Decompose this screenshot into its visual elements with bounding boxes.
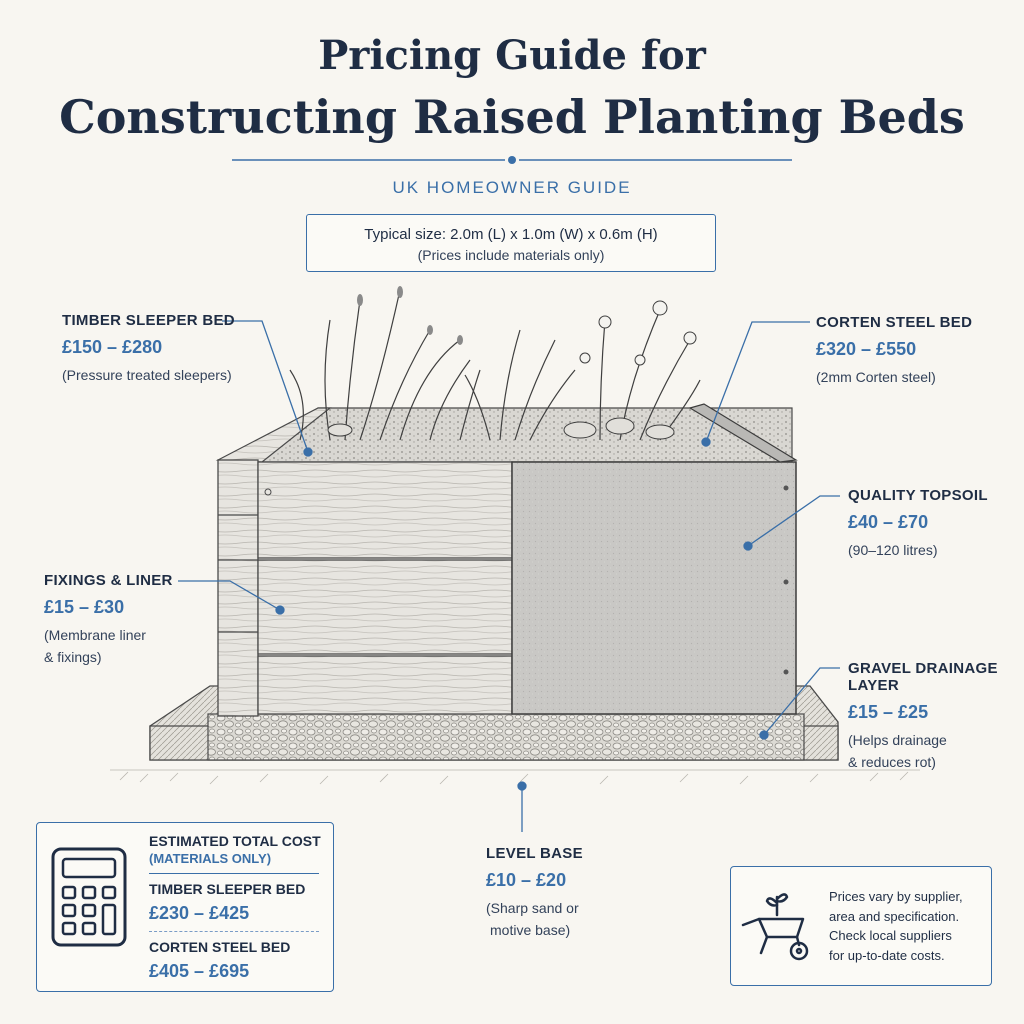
label-note-line: (Helps drainage (848, 732, 947, 748)
label-note: (90–120 litres) (848, 542, 938, 558)
typical-size-box (306, 214, 716, 272)
label-level-base (486, 845, 583, 941)
label-note (848, 729, 1024, 773)
note-line: Check local suppliers (829, 928, 952, 943)
divider (149, 873, 319, 874)
label-price: £15 – £30 (44, 597, 125, 617)
divider (149, 931, 319, 932)
label-name: LEVEL BASE (486, 845, 583, 862)
title-line-2: Constructing Raised Planting Beds (59, 90, 965, 144)
subtitle: UK HOMEOWNER GUIDE (392, 178, 632, 197)
cost-row-price: £405 – £695 (149, 961, 250, 981)
typical-size-text: Typical size: 2.0m (L) x 1.0m (W) x 0.6m (H) (364, 226, 658, 243)
cost-row-name: CORTEN STEEL BED (149, 939, 291, 955)
note-line: Prices vary by supplier, (829, 889, 963, 904)
estimated-total-cost-box (36, 822, 334, 992)
label-quality-topsoil (848, 487, 988, 561)
label-fixings-liner (44, 572, 173, 668)
label-note-line: & reduces rot) (848, 754, 936, 770)
note-line: for up-to-date costs. (829, 947, 945, 963)
label-note-line: (Membrane liner (44, 627, 146, 643)
label-note: (Pressure treated sleepers) (62, 367, 232, 383)
cost-heading: ESTIMATED TOTAL COST (149, 833, 321, 849)
label-price: £15 – £25 (848, 702, 929, 722)
label-gravel-drainage-layer (848, 660, 1024, 773)
label-name: CORTEN STEEL BED (816, 314, 973, 331)
label-name: GRAVEL DRAINAGE LAYER (848, 660, 998, 694)
label-note-line: & fixings) (44, 649, 102, 665)
cost-subheading: (MATERIALS ONLY) (149, 851, 272, 866)
note-line: area and specification. (829, 908, 960, 924)
label-note: (2mm Corten steel) (816, 369, 936, 385)
calculator-icon (51, 847, 127, 947)
label-name: TIMBER SLEEPER BED (62, 312, 235, 329)
label-note-line: (Sharp sand or (486, 900, 579, 916)
wheelbarrow-icon (741, 885, 813, 965)
label-price: £150 – £280 (62, 337, 163, 357)
label-price: £40 – £70 (848, 512, 929, 532)
label-note (44, 624, 173, 668)
title-line-1: Pricing Guide for (318, 32, 706, 79)
cost-row-name: TIMBER SLEEPER BED (149, 881, 306, 897)
supplier-note-box (730, 866, 992, 986)
supplier-note-text (829, 887, 963, 965)
label-corten-steel-bed (816, 314, 972, 388)
label-note-line: motive base) (490, 922, 571, 938)
label-name: QUALITY TOPSOIL (848, 487, 988, 504)
label-note (486, 897, 583, 941)
label-price: £320 – £550 (816, 339, 917, 359)
cost-row-price: £230 – £425 (149, 903, 250, 923)
label-name: FIXINGS & LINER (44, 572, 173, 589)
materials-only-note: (Prices include materials only) (417, 247, 605, 263)
label-price: £10 – £20 (486, 870, 567, 890)
label-timber-sleeper-bed (62, 312, 235, 386)
